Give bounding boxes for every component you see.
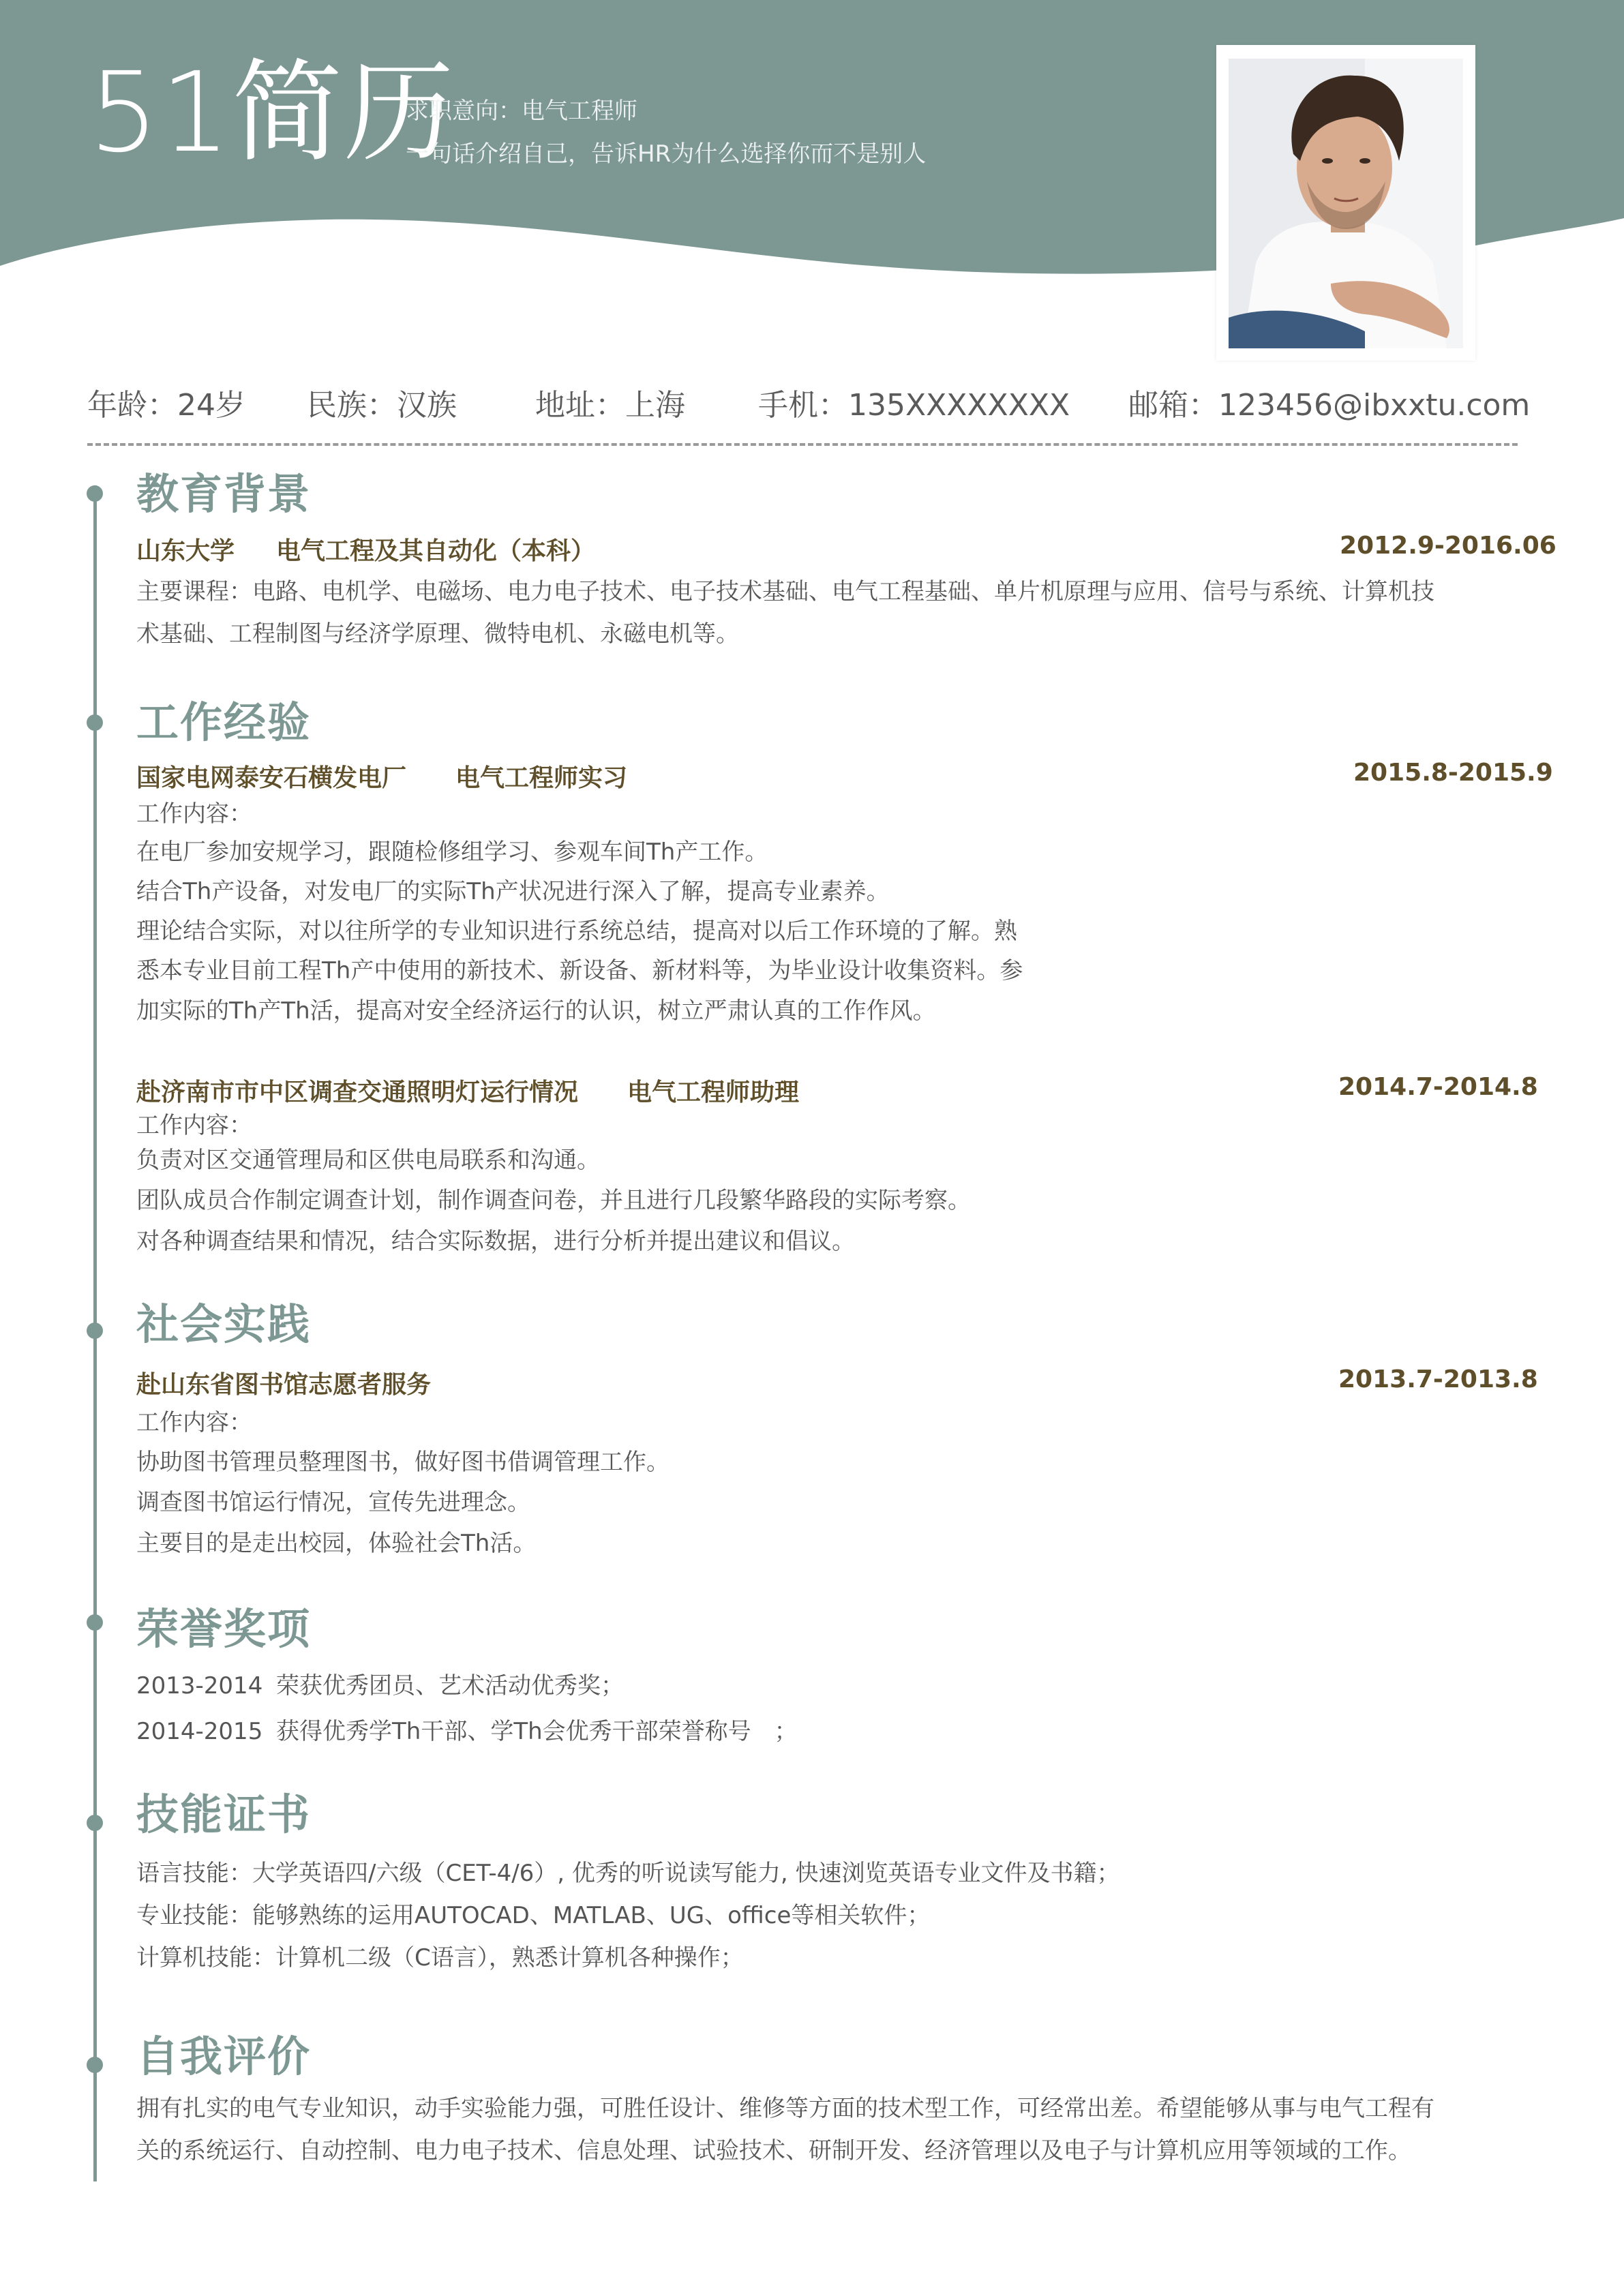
work-entry-line: 团队成员合作制定调查计划，制作调查问卷，并且进行几段繁华路段的实际考察。 [136, 1187, 971, 1214]
job-intent: 求职意向：电气工程师 [406, 97, 637, 125]
info-email: 邮箱：123456@ibxxtu.com [1128, 388, 1531, 423]
self-tagline: 一句话介绍自己，告诉HR为什么选择你而不是别人 [406, 140, 927, 168]
work-entry-date: 2015.8-2015.9 [1353, 759, 1553, 787]
brand-logo-text: 51简历 [89, 49, 456, 177]
education-line: 术基础、工程制图与经济学原理、微特电机、永磁电机等。 [136, 620, 739, 648]
social-entry-line: 调查图书馆运行情况，宣传先进理念。 [136, 1489, 530, 1516]
education-date: 2012.9-2016.06 [1340, 532, 1557, 560]
skill-line: 专业技能：能够熟练的运用AUTOCAD、MATLAB、UG、office等相关软件； [136, 1902, 931, 1929]
work-entry-org: 赴济南市市中区调查交通照明灯运行情况 [136, 1078, 579, 1106]
info-ethnicity: 民族：汉族 [307, 388, 457, 423]
work-entry-role: 电气工程师实习 [455, 764, 628, 792]
timeline-dot [87, 1815, 103, 1831]
education-major: 电气工程及其自动化（本科） [276, 537, 596, 565]
honor-year: 2013-2014 [136, 1672, 263, 1700]
timeline-dot [87, 1323, 103, 1339]
work-entry-line: 加实际的Th产Th活，提高对安全经济运行的认识，树立严肃认真的工作作风。 [136, 997, 936, 1025]
work-entry-date: 2014.7-2014.8 [1338, 1073, 1538, 1101]
work-entry-org: 国家电网泰安石横发电厂 [136, 764, 407, 792]
profile-photo [1216, 45, 1475, 361]
honor-year: 2014-2015 [136, 1718, 263, 1745]
social-entry-line: 协助图书管理员整理图书，做好图书借调管理工作。 [136, 1449, 670, 1476]
section-title-self-eval: 自我评价 [136, 2031, 312, 2081]
education-line: 主要课程：电路、电机学、电磁场、电力电子技术、电子技术基础、电气工程基础、单片机原理与应用、信号与系统、计算机技 [136, 578, 1434, 605]
work-entry-line: 悉本专业目前工程Th产中使用的新技术、新设备、新材料等，为毕业设计收集资料。参 [136, 957, 1023, 984]
info-phone: 手机：135XXXXXXXX [758, 388, 1070, 423]
work-entry-line: 对各种调查结果和情况，结合实际数据，进行分析并提出建议和倡议。 [136, 1228, 855, 1255]
social-entry-org: 赴山东省图书馆志愿者服务 [136, 1371, 432, 1399]
timeline-dot [87, 714, 103, 731]
social-entry-line: 主要目的是走出校园，体验社会Th活。 [136, 1530, 537, 1557]
self-eval-line: 拥有扎实的电气专业知识，动手实验能力强，可胜任设计、维修等方面的技术型工作，可经常出差。希望能够从事与电气工程有 [136, 2095, 1434, 2122]
section-title-work: 工作经验 [136, 697, 312, 747]
info-age: 年龄：24岁 [87, 388, 245, 423]
skill-line: 计算机技能：计算机二级（C语言），熟悉计算机各种操作； [136, 1944, 744, 1972]
skill-line: 语言技能：大学英语四/六级（CET-4/6）, 优秀的听说读写能力, 快速浏览英语专业文件及书籍； [136, 1860, 1120, 1887]
work-entry-line: 理论结合实际，对以往所学的专业知识进行系统总结，提高对以后工作环境的了解。熟 [136, 918, 1017, 945]
section-title-social: 社会实践 [136, 1299, 312, 1349]
work-entry-line: 工作内容： [136, 1112, 252, 1139]
work-entry-line: 负责对区交通管理局和区供电局联系和沟通。 [136, 1147, 600, 1174]
section-title-skills: 技能证书 [136, 1789, 312, 1839]
social-entry-line: 工作内容： [136, 1409, 252, 1436]
header-divider [87, 443, 1518, 446]
work-entry-line: 工作内容： [136, 800, 252, 828]
timeline-dot [87, 1614, 103, 1631]
avatar-photo-icon [1229, 59, 1463, 348]
self-eval-line: 关的系统运行、自动控制、电力电子技术、信息处理、试验技术、研制开发、经济管理以及电子与计算机应用等领域的工作。 [136, 2137, 1411, 2164]
section-title-education: 教育背景 [136, 469, 312, 519]
work-entry-line: 在电厂参加安规学习，跟随检修组学习、参观车间Th产工作。 [136, 839, 768, 866]
timeline-dot [87, 485, 103, 502]
social-entry-date: 2013.7-2013.8 [1338, 1365, 1538, 1393]
honor-text: 获得优秀学Th干部、学Th会优秀干部荣誉称号 ； [276, 1718, 798, 1745]
info-address: 地址：上海 [535, 388, 685, 423]
work-entry-line: 结合Th产设备，对发电厂的实际Th产状况进行深入了解，提高专业素养。 [136, 878, 890, 905]
section-title-honors: 荣誉奖项 [136, 1604, 312, 1654]
timeline-dot [87, 2057, 103, 2073]
honor-text: 荣获优秀团员、艺术活动优秀奖； [276, 1672, 624, 1700]
education-school: 山东大学 [136, 537, 235, 565]
work-entry-role: 电气工程师助理 [627, 1078, 800, 1106]
